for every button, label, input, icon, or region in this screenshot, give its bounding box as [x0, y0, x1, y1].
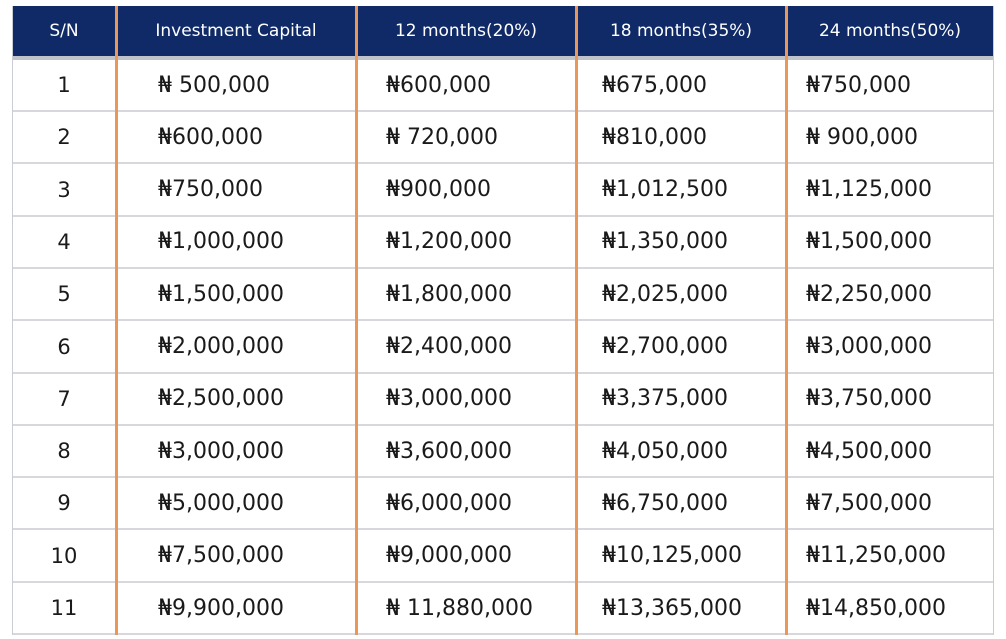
cell-18-months: ₦4,050,000 — [602, 438, 728, 464]
cell-24-months: ₦3,000,000 — [806, 334, 932, 359]
cell-sn: 1 — [57, 73, 71, 97]
cell-18-months: ₦1,012,500 — [602, 177, 728, 203]
table-row — [12, 269, 994, 321]
table-row — [12, 60, 994, 112]
cell-18-months: ₦2,025,000 — [602, 281, 728, 307]
cell-sn: 8 — [57, 439, 71, 464]
cell-sn: 9 — [57, 491, 71, 516]
table-row — [12, 531, 994, 583]
column-divider — [575, 6, 578, 635]
header-investment-capital: Investment Capital — [155, 21, 317, 41]
cell-investment-capital: ₦ 500,000 — [158, 72, 270, 98]
header-sn: S/N — [49, 21, 79, 41]
cell-12-months: ₦9,000,000 — [386, 543, 512, 569]
cell-12-months: ₦1,800,000 — [386, 281, 512, 307]
cell-24-months: ₦11,250,000 — [806, 543, 946, 569]
cell-24-months: ₦2,250,000 — [806, 281, 932, 307]
header-12-months: 12 months(20%) — [394, 21, 538, 41]
table-row — [12, 426, 994, 478]
cell-12-months: ₦6,000,000 — [386, 490, 512, 516]
cell-investment-capital: ₦5,000,000 — [158, 490, 284, 516]
cell-12-months: ₦3,000,000 — [386, 386, 512, 412]
cell-investment-capital: ₦3,000,000 — [158, 438, 284, 464]
cell-24-months: ₦ 900,000 — [806, 124, 918, 150]
table-row — [12, 217, 994, 269]
cell-18-months: ₦6,750,000 — [602, 490, 728, 516]
cell-24-months: ₦14,850,000 — [806, 595, 946, 621]
cell-sn: 11 — [50, 596, 78, 620]
table-row — [12, 165, 994, 217]
cell-24-months: ₦7,500,000 — [806, 490, 932, 516]
cell-investment-capital: ₦750,000 — [158, 177, 263, 203]
cell-sn: 10 — [50, 543, 78, 568]
cell-investment-capital: ₦1,000,000 — [158, 229, 284, 255]
cell-18-months: ₦1,350,000 — [602, 229, 728, 255]
cell-sn: 2 — [57, 125, 71, 150]
cell-12-months: ₦2,400,000 — [386, 334, 512, 359]
header-18-months: 18 months(35%) — [609, 21, 753, 41]
column-divider — [785, 6, 788, 635]
table-right-border — [993, 6, 994, 635]
table-row — [12, 112, 994, 164]
cell-18-months: ₦3,375,000 — [602, 386, 728, 412]
cell-18-months: ₦13,365,000 — [602, 595, 742, 621]
table-row — [12, 478, 994, 530]
cell-12-months: ₦1,200,000 — [386, 229, 512, 255]
cell-12-months: ₦3,600,000 — [386, 438, 512, 464]
cell-investment-capital: ₦1,500,000 — [158, 281, 284, 307]
cell-sn: 6 — [57, 334, 71, 359]
cell-sn: 3 — [57, 177, 71, 202]
cell-24-months: ₦1,125,000 — [806, 177, 932, 203]
cell-sn: 7 — [57, 386, 71, 411]
cell-24-months: ₦750,000 — [806, 72, 911, 98]
cell-18-months: ₦675,000 — [602, 72, 707, 98]
cell-24-months: ₦1,500,000 — [806, 229, 932, 255]
cell-12-months: ₦ 720,000 — [386, 124, 498, 150]
table-row — [12, 583, 994, 635]
table-row — [12, 322, 994, 374]
header-24-months: 24 months(50%) — [818, 21, 962, 41]
cell-sn: 4 — [57, 229, 71, 254]
cell-12-months: ₦600,000 — [386, 72, 491, 98]
cell-12-months: ₦900,000 — [386, 177, 491, 203]
cell-sn: 5 — [57, 282, 71, 307]
table-left-border — [12, 6, 13, 635]
cell-18-months: ₦810,000 — [602, 124, 707, 150]
cell-investment-capital: ₦2,500,000 — [158, 386, 284, 412]
cell-investment-capital: ₦600,000 — [158, 124, 263, 150]
cell-18-months: ₦10,125,000 — [602, 543, 742, 569]
cell-24-months: ₦3,750,000 — [806, 386, 932, 412]
cell-investment-capital: ₦2,000,000 — [158, 334, 284, 359]
cell-investment-capital: ₦7,500,000 — [158, 543, 284, 569]
cell-18-months: ₦2,700,000 — [602, 334, 728, 359]
table-header — [12, 6, 994, 60]
table-row — [12, 374, 994, 426]
column-divider — [355, 6, 358, 635]
cell-investment-capital: ₦9,900,000 — [158, 595, 284, 621]
cell-12-months: ₦ 11,880,000 — [386, 595, 533, 621]
cell-24-months: ₦4,500,000 — [806, 438, 932, 464]
column-divider — [115, 6, 118, 635]
investment-returns-table — [12, 6, 994, 635]
